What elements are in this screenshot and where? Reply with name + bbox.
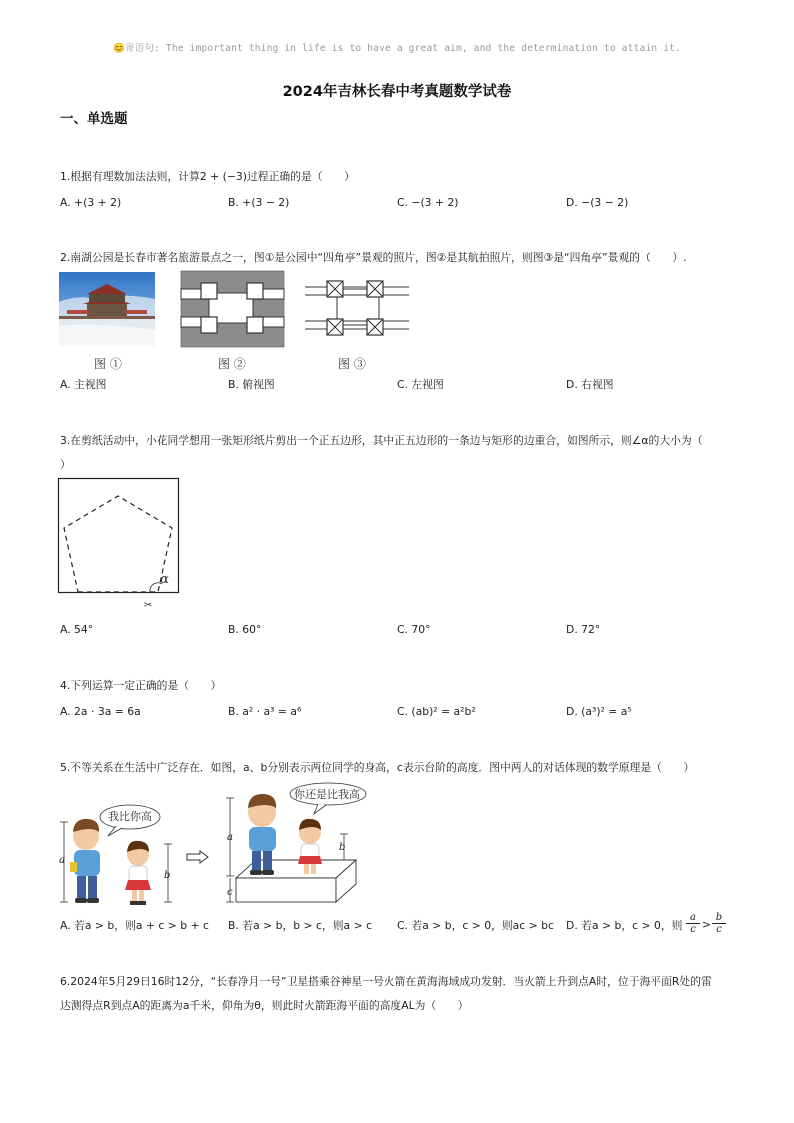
q5-d-fraction-left: a c [686,912,700,935]
label-a-left: a [59,855,65,866]
q4-option-a[interactable]: A. 2a · 3a = 6a [60,705,141,718]
q1-option-a[interactable]: A. +(3 + 2) [60,196,122,209]
q3-option-d[interactable]: D. 72° [566,623,601,636]
q2-option-b[interactable]: B. 俯视图 [228,378,275,391]
question-3-stem: 3.在剪纸活动中，小花同学想用一张矩形纸片剪出一个正五边形，其中正五边形的一条边与矩形的边重合，如图所示，则∠α的大小为（ [60,434,703,447]
q5-option-a[interactable]: A. 若a > b，则a + c > b + c [60,919,209,932]
question-6-stem: 6.2024年5月29日16时12分，“长春净月一号”卫星搭乘谷神星一号火箭在黄海海域成功发射．当火箭上升到点A时，位于海平面R处的雷 [60,975,712,988]
q2-option-c[interactable]: C. 左视图 [397,378,444,391]
q5-d-relation: > [702,918,712,931]
pentagon-figure [58,478,180,614]
question-4-stem: 4.下列运算一定正确的是（ ） [60,679,222,692]
q1-option-c[interactable]: C. −(3 + 2) [397,196,459,209]
angle-alpha-label: α [160,572,169,587]
q3-option-b[interactable]: B. 60° [228,623,262,636]
q5-option-c[interactable]: C. 若a > b，c > 0，则ac > bc [397,919,554,932]
right-arrow-icon [186,850,210,864]
question-5-stem: 5.不等关系在生活中广泛存在．如图，a、b分别表示两位同学的身高，c表示台阶的高度．图中两人的对话体现的数学原理是（ ） [60,761,695,774]
motto-line: 😊寄语句: The important thing in life is to have a great aim, and the determination to attain it. [113,43,681,54]
q1-option-b[interactable]: B. +(3 − 2) [228,196,290,209]
label-b-left: b [164,870,171,881]
figure-2-caption: 图 ② [218,357,246,371]
q5-d-fraction-right: b c [712,912,726,935]
q4-option-b[interactable]: B. a² · a³ = a⁶ [228,705,302,718]
q2-option-d[interactable]: D. 右视图 [566,378,614,391]
question-1-stem: 1.根据有理数加法法则，计算2 + (−3)过程正确的是（ ） [60,170,355,183]
label-c-right: c [227,887,233,898]
top-view-figure [305,279,409,339]
q1-option-d[interactable]: D. −(3 − 2) [566,196,629,209]
scissors-icon: ✂ [144,600,153,611]
q5-option-d[interactable]: D. 若a > b，c > 0，则 [566,919,683,932]
figure-1-caption: 图 ① [94,357,122,371]
q3-option-c[interactable]: C. 70° [397,623,431,636]
q5-option-b[interactable]: B. 若a > b，b > c，则a > c [228,919,373,932]
page-title: 2024年吉林长春中考真题数学试卷 [282,84,512,100]
q3-option-a[interactable]: A. 54° [60,623,94,636]
bubble-right-text: 你还是比我高 [294,788,360,801]
bubble-left-text: 我比你高 [108,810,152,823]
label-b-right: b [339,842,346,853]
label-a-right: a [227,832,233,843]
question-6-stem-cont: 达测得点R到点A的距离为a千米，仰角为θ，则此时火箭距海平面的高度AL为（ ） [60,999,469,1012]
question-2-stem: 2.南湖公园是长春市著名旅游景点之一，图①是公园中“四角亭”景观的照片，图②是其航拍照片，则图③是“四角亭”景观的（ ）. [60,251,687,264]
pavilion-photo [59,272,155,346]
q4-option-c[interactable]: C. (ab)² = a²b² [397,705,476,718]
q2-option-a[interactable]: A. 主视图 [60,378,107,391]
figure-3-caption: 图 ③ [338,357,366,371]
section-heading: 一、单选题 [60,111,128,127]
question-3-stem-cont: ） [60,458,71,471]
aerial-view-figure [181,271,284,347]
q4-option-d[interactable]: D. (a³)² = a⁵ [566,705,632,718]
